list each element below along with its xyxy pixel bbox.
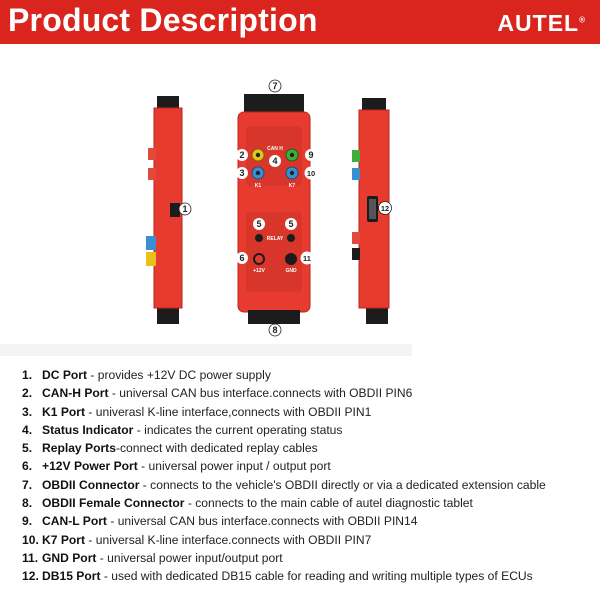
svg-text:4: 4 (272, 156, 278, 166)
svg-text:9: 9 (308, 150, 314, 160)
brand-name: AUTEL (497, 10, 580, 36)
brand-logo (497, 10, 586, 37)
device-illustration (0, 44, 600, 362)
callout-1 (179, 203, 191, 215)
gnd-port (285, 253, 297, 265)
list-item: 5. Replay Ports-connect with dedicated replay cables (22, 441, 318, 456)
svg-text:5: 5 (256, 219, 262, 229)
svg-text:5: 5 (288, 219, 294, 229)
product-image-area (0, 44, 600, 362)
device-label-k1: K1 (254, 183, 262, 189)
callout-11 (301, 252, 314, 265)
svg-text:6: 6 (239, 253, 245, 263)
device-front-view (238, 94, 310, 324)
obdii-female-connector (248, 310, 300, 324)
list-item: 8. OBDII Female Connector - connects to the main cable of autel diagnostic tablet (22, 496, 473, 511)
callout-5b (285, 218, 297, 230)
device-label-can-h: CAN H (267, 146, 283, 152)
obdii-connector (244, 94, 304, 114)
callout-7 (269, 80, 281, 92)
callout-4 (269, 155, 281, 167)
svg-text:1: 1 (182, 204, 188, 214)
relay-port-right (287, 234, 295, 242)
callout-6 (236, 252, 248, 264)
list-item: 11. GND Port - universal power input/output port (22, 550, 283, 565)
device-label-relay: RELAY (266, 236, 284, 242)
list-item: 12. DB15 Port - used with dedicated DB15 cable for reading and writing multiple types of ECUs (22, 569, 533, 584)
list-item: 9. CAN-L Port - universal CAN bus interface.connects with OBDII PIN14 (22, 514, 418, 529)
svg-text:12: 12 (380, 204, 390, 213)
power-12v-port (254, 254, 264, 264)
callout-2 (236, 149, 248, 161)
page-title: Product Description (8, 2, 318, 38)
list-item: 10. K7 Port - universal K-line interface.connects with OBDII PIN7 (22, 532, 372, 547)
list-item: 4. Status Indicator - indicates the current operating status (22, 422, 343, 437)
list-item: 7. OBDII Connector - connects to the vehicle's OBDII directly or via a dedicated extension cable (22, 477, 546, 492)
svg-text:11: 11 (303, 254, 311, 263)
svg-text:8: 8 (272, 325, 278, 335)
device-left-side-view (146, 96, 182, 324)
relay-port-left (255, 234, 263, 242)
callout-9 (305, 149, 317, 161)
callout-3 (236, 167, 248, 179)
list-item: 3. K1 Port - univerasl K-line interface,connects with OBDII PIN1 (22, 404, 372, 419)
callout-12 (379, 202, 392, 215)
device-label-12v: +12V (253, 268, 265, 274)
header-banner (0, 0, 600, 44)
brand-mark: ® (579, 15, 586, 25)
image-shadow-strip (0, 344, 412, 356)
list-item: 2. CAN-H Port - universal CAN bus interface.connects with OBDII PIN6 (22, 386, 413, 401)
dc-port (170, 203, 180, 217)
list-item: 6. +12V Power Port - universal power input / output port (22, 459, 331, 474)
callout-5a (253, 218, 265, 230)
device-label-gnd: GND (285, 268, 297, 274)
feature-list (22, 366, 592, 586)
callout-10 (305, 167, 318, 180)
svg-text:7: 7 (272, 81, 278, 91)
callout-8 (269, 324, 281, 336)
svg-text:3: 3 (239, 168, 245, 178)
svg-text:2: 2 (239, 150, 245, 160)
device-label-k7: K7 (288, 183, 296, 189)
list-item: 1. DC Port - provides +12V DC power supply (22, 368, 271, 382)
svg-text:10: 10 (306, 169, 316, 178)
